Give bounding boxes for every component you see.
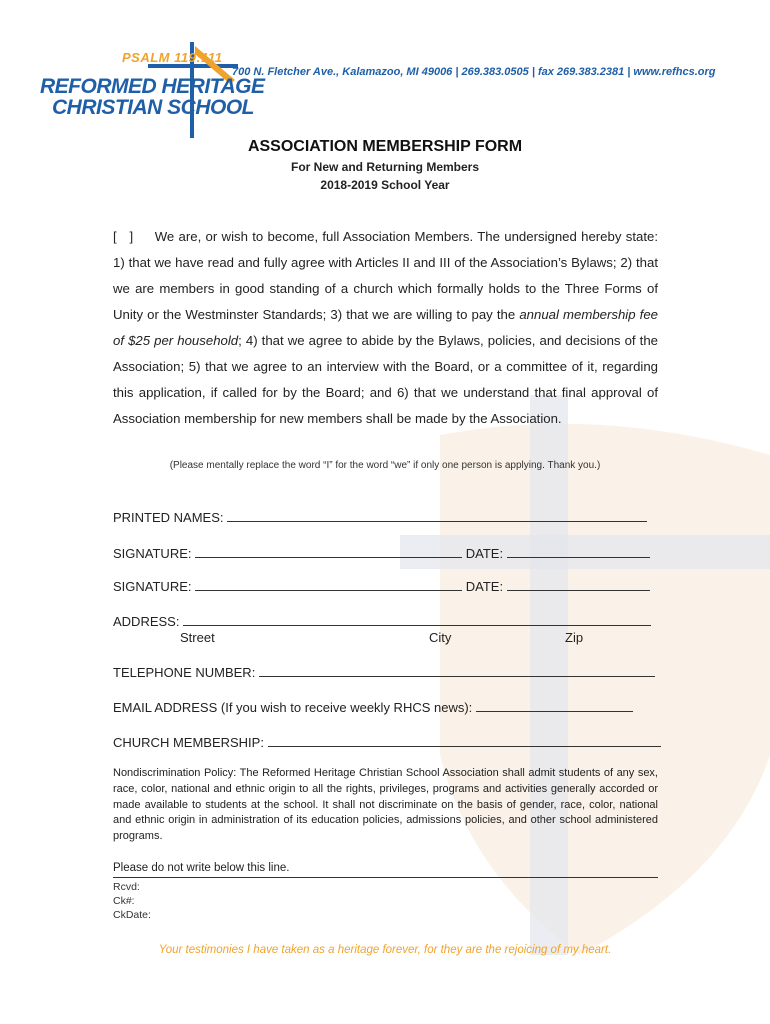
membership-fee-text: annual membership fee of $25 per household <box>113 307 658 348</box>
signature-label: SIGNATURE: <box>113 579 192 594</box>
office-use-divider <box>113 877 658 878</box>
office-use-instruction: Please do not write below this line. <box>113 862 290 874</box>
signature-label: SIGNATURE: <box>113 546 192 561</box>
email-row <box>113 699 633 715</box>
address-label: ADDRESS: <box>113 614 180 629</box>
date-input-2[interactable] <box>507 578 650 591</box>
check-number-label: Ck#: <box>113 895 135 907</box>
statement-part1: We are, or wish to become, full Association Members. The undersigned hereby state: 1) that we have read and fully agree with Articles II and III of the Association’s Bylaws; 2) that we are members in good standing of a church which formally holds to the Three Forms of Unity or the Westminster Standards; 3) that we are willing to pay the <box>113 229 658 322</box>
logo-psalm-reference: PSALM 119:111 <box>122 50 223 65</box>
date-label: DATE: <box>465 546 504 561</box>
telephone-label: TELEPHONE NUMBER: <box>113 665 256 680</box>
printed-names-label: PRINTED NAMES: <box>113 510 224 525</box>
membership-statement <box>113 224 658 432</box>
logo-school-name-line2: CHRISTIAN SCHOOL <box>52 96 254 119</box>
singular-applicant-note: (Please mentally replace the word “I” for the word “we” if only one person is applying. Thank you.) <box>169 460 601 471</box>
telephone-input[interactable] <box>259 664 655 677</box>
church-row <box>113 734 661 750</box>
contact-address-line: 700 N. Fletcher Ave., Kalamazoo, MI 49006 | 269.383.0505 | fax 269.383.2381 | www.refhcs.org <box>232 66 716 78</box>
received-label: Rcvd: <box>113 881 140 893</box>
address-input[interactable] <box>183 613 651 626</box>
signature-input-1[interactable] <box>195 545 462 558</box>
footer-verse: Your testimonies I have taken as a heritage forever, for they are the rejoicing of my heart. <box>158 944 612 956</box>
nondiscrimination-policy: Nondiscrimination Policy: The Reformed Heritage Christian School Association shall admit students of any sex, race, color, national and ethnic origin to all the rights, privileges, programs and activities generally accorded or made available to students at the school. It shall not discriminate on the basis of gender, race, color, national and ethnic origin in administration of its education policies, admissions policies, and other school administered programs. <box>113 767 658 843</box>
city-caption: City <box>429 630 452 645</box>
address-row <box>113 613 651 629</box>
email-label: EMAIL ADDRESS (If you wish to receive weekly RHCS news): <box>113 700 473 715</box>
printed-names-row <box>113 509 647 525</box>
church-input[interactable] <box>268 734 661 747</box>
logo-school-name-line1: REFORMED HERITAGE <box>40 75 265 98</box>
signature-row-1 <box>113 545 650 561</box>
statement-part2: ; 4) that we agree to abide by the Bylaws, policies, and decisions of the Association; 5) that we agree to an interview with the Board, or a committee of it, regarding this application, if called for by the Board; and 6) that we understand that final approval of Association membership for new members shall be made by the Association. <box>113 333 658 426</box>
form-subtitle: For New and Returning Members <box>290 160 480 174</box>
form-title: ASSOCIATION MEMBERSHIP FORM <box>247 138 523 155</box>
street-caption: Street <box>180 630 215 645</box>
date-input-1[interactable] <box>507 545 650 558</box>
email-input[interactable] <box>476 699 633 712</box>
signature-input-2[interactable] <box>195 578 462 591</box>
membership-checkbox[interactable]: [ ] <box>113 229 134 244</box>
printed-names-input[interactable] <box>227 509 647 522</box>
date-label: DATE: <box>465 579 504 594</box>
signature-row-2 <box>113 578 650 594</box>
check-date-label: CkDate: <box>113 909 151 921</box>
telephone-row <box>113 664 655 680</box>
church-label: CHURCH MEMBERSHIP: <box>113 735 264 750</box>
school-year: 2018-2019 School Year <box>320 178 450 192</box>
zip-caption: Zip <box>565 630 584 645</box>
